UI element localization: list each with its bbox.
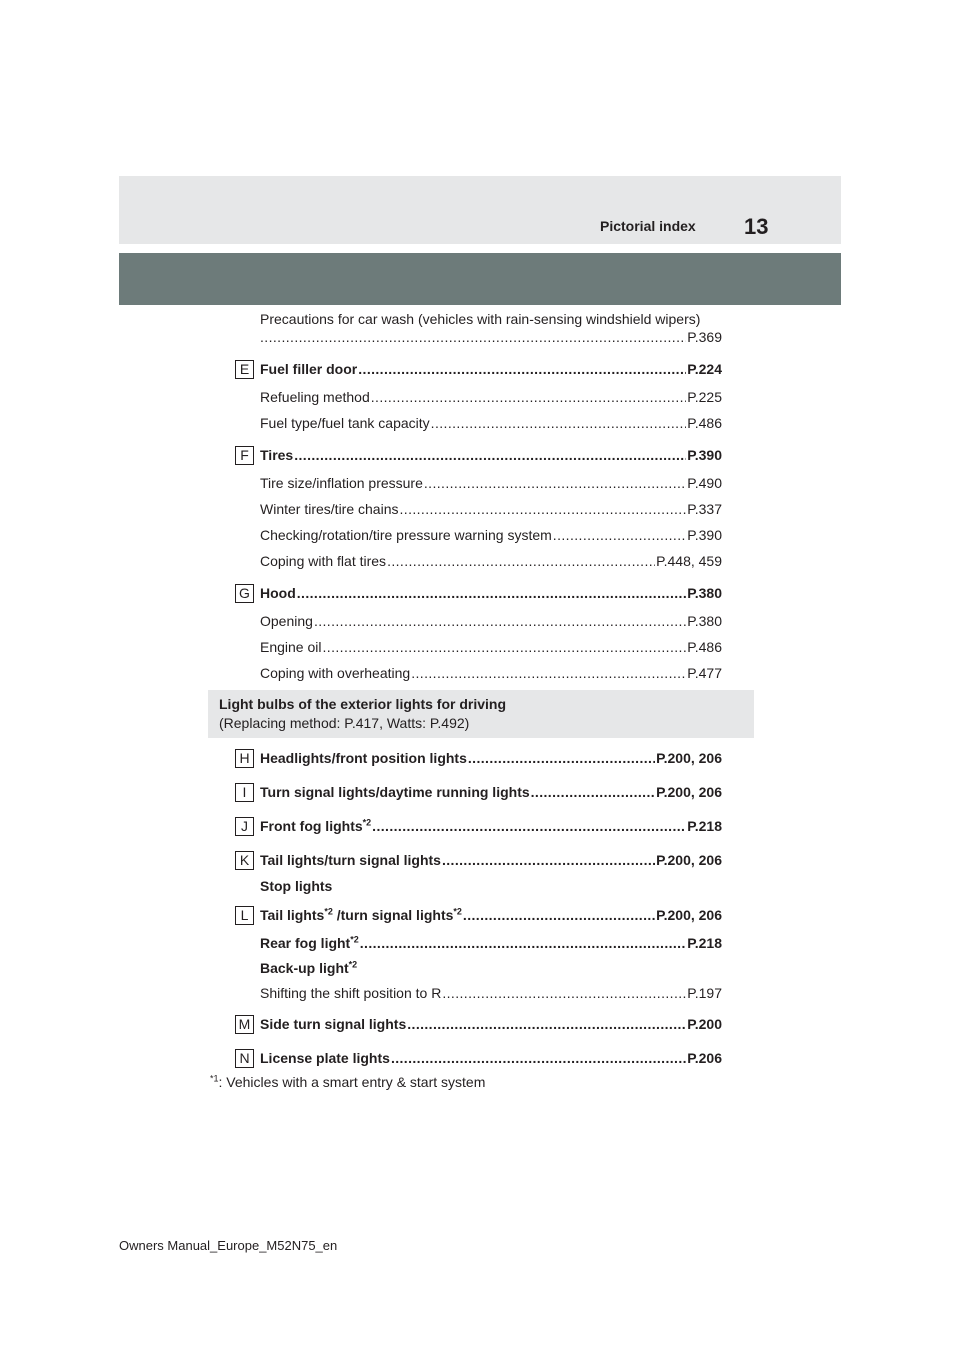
document-footer: Owners Manual_Europe_M52N75_en bbox=[119, 1238, 338, 1253]
entry-label: Turn signal lights/daytime running lights bbox=[260, 784, 530, 800]
page-number: 13 bbox=[744, 214, 769, 239]
entry-checking-rotation[interactable] bbox=[260, 526, 722, 544]
page-ref: P.224 bbox=[687, 361, 722, 377]
page-ref: P.200, 206 bbox=[656, 852, 722, 868]
entry-label: Tail lights/turn signal lights bbox=[260, 852, 441, 868]
callout-letter: L bbox=[235, 906, 254, 925]
callout-letter: I bbox=[235, 783, 254, 802]
callout-letter: F bbox=[235, 446, 254, 465]
entry-headlights[interactable] bbox=[260, 749, 722, 767]
footnote-mark: *2 bbox=[348, 959, 358, 970]
header-band bbox=[119, 253, 841, 305]
entry-label: Checking/rotation/tire pressure warning system bbox=[260, 527, 552, 543]
entry-label: Fuel type/fuel tank capacity bbox=[260, 415, 430, 431]
page-ref: P.225 bbox=[687, 389, 722, 405]
page-ref: P.490 bbox=[687, 475, 722, 491]
intro-ref-line[interactable] bbox=[260, 328, 722, 346]
entry-tire-size[interactable] bbox=[260, 474, 722, 492]
page-ref: P.200 bbox=[687, 1016, 722, 1032]
entry-shifting[interactable] bbox=[260, 984, 722, 1002]
entry-stop-lights[interactable]: Stop lights bbox=[260, 878, 333, 894]
footnote-mark: *2 bbox=[324, 906, 333, 917]
entry-rear-fog[interactable] bbox=[260, 934, 722, 952]
entry-front-fog[interactable] bbox=[260, 817, 722, 835]
entry-winter-tires[interactable] bbox=[260, 500, 722, 518]
entry-label: License plate lights bbox=[260, 1050, 390, 1066]
footnote-mark: *2 bbox=[350, 934, 359, 945]
entry-fuel-filler-door[interactable] bbox=[260, 360, 722, 378]
entry-back-up[interactable]: Back-up light$^{*2}$ bbox=[260, 959, 358, 976]
page-ref: P.477 bbox=[687, 665, 722, 681]
callout-letter: J bbox=[235, 817, 254, 836]
page-ref: P.390 bbox=[687, 527, 722, 543]
callout-letter: N bbox=[235, 1049, 254, 1068]
entry-label: Winter tires/tire chains bbox=[260, 501, 399, 517]
page-ref: P.218 bbox=[687, 818, 722, 834]
entry-refueling-method[interactable] bbox=[260, 388, 722, 406]
page-ref: P.448, 459 bbox=[656, 553, 722, 569]
entry-tail-lights-2[interactable] bbox=[260, 906, 722, 924]
entry-label: Coping with overheating bbox=[260, 665, 411, 681]
footnote-mark: *1 bbox=[210, 1073, 219, 1084]
page-ref: P.218 bbox=[687, 935, 722, 951]
entry-label: Engine oil bbox=[260, 639, 322, 655]
callout-letter: M bbox=[235, 1015, 254, 1034]
page-ref: P.200, 206 bbox=[656, 907, 722, 923]
footnote: $^{*1}$: Vehicles with a smart entry & start system bbox=[210, 1073, 486, 1090]
entry-license-plate[interactable] bbox=[260, 1049, 722, 1067]
page-ref: P.380 bbox=[687, 613, 722, 629]
entry-label: Opening bbox=[260, 613, 313, 629]
callout-letter: H bbox=[235, 749, 254, 768]
entry-label: Tires bbox=[260, 447, 294, 463]
light-bulbs-subtitle: (Replacing method: P.417, Watts: P.492) bbox=[219, 715, 470, 731]
light-bulbs-box bbox=[208, 690, 754, 738]
entry-turn-signal[interactable] bbox=[260, 783, 722, 801]
page-ref: P.197 bbox=[687, 985, 722, 1001]
page-ref: P.380 bbox=[687, 585, 722, 601]
entry-label: Hood bbox=[260, 585, 296, 601]
entry-engine-oil[interactable] bbox=[260, 638, 722, 656]
entry-label: Refueling method bbox=[260, 389, 370, 405]
entry-label: Tire size/inflation pressure bbox=[260, 475, 423, 491]
intro-text: Precautions for car wash (vehicles with rain-sensing windshield wipers) bbox=[260, 311, 701, 327]
page-ref: P.337 bbox=[687, 501, 722, 517]
entry-side-turn[interactable] bbox=[260, 1015, 722, 1033]
entry-label: Tail lights$^{*2}$ /turn signal lights$^{*2}$ bbox=[260, 906, 462, 923]
entry-overheating[interactable] bbox=[260, 664, 722, 682]
entry-label: Headlights/front position lights bbox=[260, 750, 467, 766]
entry-label: Rear fog light$^{*2}$ bbox=[260, 934, 359, 951]
page-ref: P.200, 206 bbox=[656, 750, 722, 766]
entry-label: Side turn signal lights bbox=[260, 1016, 407, 1032]
page-section-title: Pictorial index bbox=[600, 218, 696, 234]
page-ref: P.390 bbox=[687, 447, 722, 463]
entry-label: Front fog lights$^{*2}$ bbox=[260, 817, 372, 834]
light-bulbs-title: Light bulbs of the exterior lights for driving bbox=[219, 696, 506, 712]
entry-tail-turn[interactable] bbox=[260, 851, 722, 869]
entry-label: Shifting the shift position to R bbox=[260, 985, 442, 1001]
callout-letter: E bbox=[235, 360, 254, 379]
entry-label: Fuel filler door bbox=[260, 361, 358, 377]
page-ref: P.486 bbox=[687, 639, 722, 655]
callout-letter: K bbox=[235, 851, 254, 870]
entry-opening[interactable] bbox=[260, 612, 722, 630]
header-bar bbox=[119, 176, 841, 244]
footnote-mark: *2 bbox=[362, 817, 372, 828]
callout-letter: G bbox=[235, 584, 254, 603]
entry-tires[interactable] bbox=[260, 446, 722, 464]
page-ref: P.206 bbox=[687, 1050, 722, 1066]
page-ref: P.369 bbox=[687, 329, 722, 345]
entry-fuel-type[interactable] bbox=[260, 414, 722, 432]
page-ref: P.486 bbox=[687, 415, 722, 431]
footnote-mark: *2 bbox=[453, 906, 462, 917]
entry-label: Coping with flat tires bbox=[260, 553, 387, 569]
page-ref: P.200, 206 bbox=[656, 784, 722, 800]
entry-hood[interactable] bbox=[260, 584, 722, 602]
entry-flat-tires[interactable] bbox=[260, 552, 722, 570]
